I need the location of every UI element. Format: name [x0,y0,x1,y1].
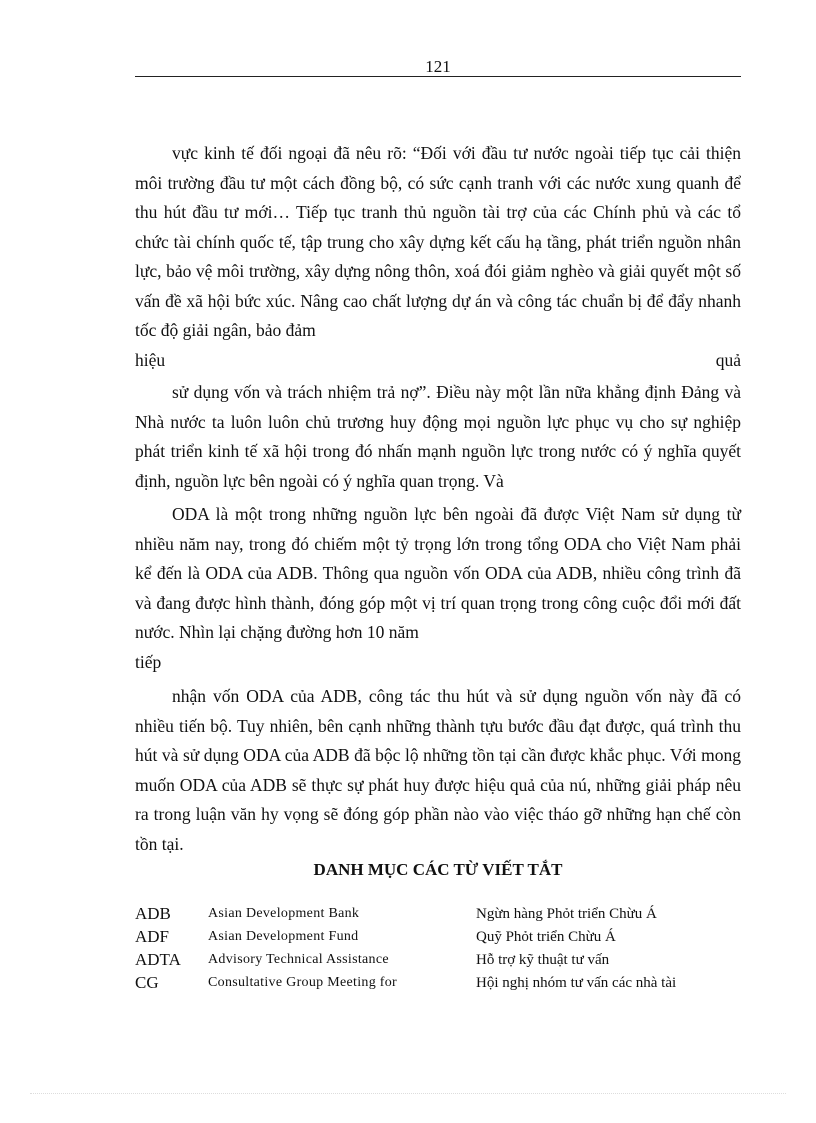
paragraph-2-text: sử dụng vốn và trách nhiệm trả nợ”. Điều này một lần nữa khẳng định Đảng và Nhà nước ta luôn luôn chủ trương huy động mọi nguồn lực phục vụ cho sự nghiệp phát triển kinh tế xã hội trong đó nhấn mạnh nguồn lực trong nước có ý nghĩa quyết định, nguồn lực bên ngoài có ý nghĩa quan trọng. Và [135,382,741,491]
paragraph-3 [135,500,741,677]
abbreviation-vietnamese: Ngừn hàng Phỏt triển Chừu Á [476,906,657,922]
abbreviation-english: Asian Development Bank [208,906,360,921]
paragraph-3-text: ODA là một trong những nguồn lực bên ngoài đã được Việt Nam sử dụng từ nhiều năm nay, trong đó chiếm một tỷ trọng lớn trong tổng ODA cho Việt Nam phải kể đến là ODA của ADB. Thông qua nguồn vốn ODA của ADB, nhiều công trình đã và đang được hình thành, đóng góp một vị trí quan trọng trong công cuộc đổi mới đất nước. Nhìn lại chặng đường hơn 10 năm [135,504,741,642]
paragraph-1 [135,139,741,375]
abbreviation-code: ADTA [135,950,181,969]
page-number: 121 [425,57,451,76]
abbreviation-english: Advisory Technical Assistance [208,952,389,967]
abbreviations-title: DANH MỤC CÁC TỪ VIẾT TẮT [313,860,563,879]
page-header [135,58,741,77]
abbreviation-row [135,949,741,971]
paragraph-2 [135,378,741,496]
paragraph-4 [135,682,741,859]
abbreviation-english: Asian Development Fund [208,929,359,944]
paragraph-1-text: vực kinh tế đối ngoại đã nêu rõ: “Đối với đầu tư nước ngoài tiếp tục cải thiện môi trường đầu tư một cách đồng bộ, có sức cạnh tranh với các nước xung quanh để thu hút đầu tư mới… Tiếp tục tranh thủ nguồn tài trợ của các Chính phủ và các tổ chức tài chính quốc tế, tập trung cho xây dựng kết cấu hạ tầng, phát triển nguồn nhân lực, bảo vệ môi trường, xây dựng nông thôn, xoá đói giảm nghèo và giải quyết một số vấn đề xã hội bức xúc. Nâng cao chất lượng dự án và công tác chuẩn bị để đẩy nhanh tốc độ giải ngân, bảo đảm [135,143,741,340]
page-bottom-divider [30,1093,786,1094]
abbreviation-row [135,903,741,925]
abbreviation-vietnamese: Quỹ Phỏt triển Chừu Á [476,929,616,945]
abbreviation-vietnamese: Hỗ trợ kỹ thuật tư vấn [476,952,610,968]
abbreviation-code: ADB [135,904,171,923]
abbreviation-row [135,972,741,994]
abbreviation-vietnamese: Hội nghị nhóm tư vấn các nhà tài [476,975,677,991]
abbreviation-code: CG [135,973,159,992]
paragraph-3-last-word: tiếp [135,651,162,672]
abbreviation-code: ADF [135,927,170,946]
paragraph-1-last-line: hiệu quả [135,349,741,370]
paragraph-4-text: nhận vốn ODA của ADB, công tác thu hút và sử dụng nguồn vốn này đã có nhiều tiến bộ. Tuy nhiên, bên cạnh những thành tựu bước đầu đạt được, quá trình thu hút và sử dụng ODA của ADB đã bộc lộ những tồn tại cần được khắc phục. Với mong muốn ODA của ADB sẽ thực sự phát huy được hiệu quả của nú, những giải pháp nêu ra trong luận văn hy vọng sẽ đóng góp phần nào vào việc tháo gỡ những hạn chế còn tồn tại. [135,686,741,854]
abbreviation-english: Consultative Group Meeting for [208,975,398,990]
abbreviation-row [135,926,741,948]
